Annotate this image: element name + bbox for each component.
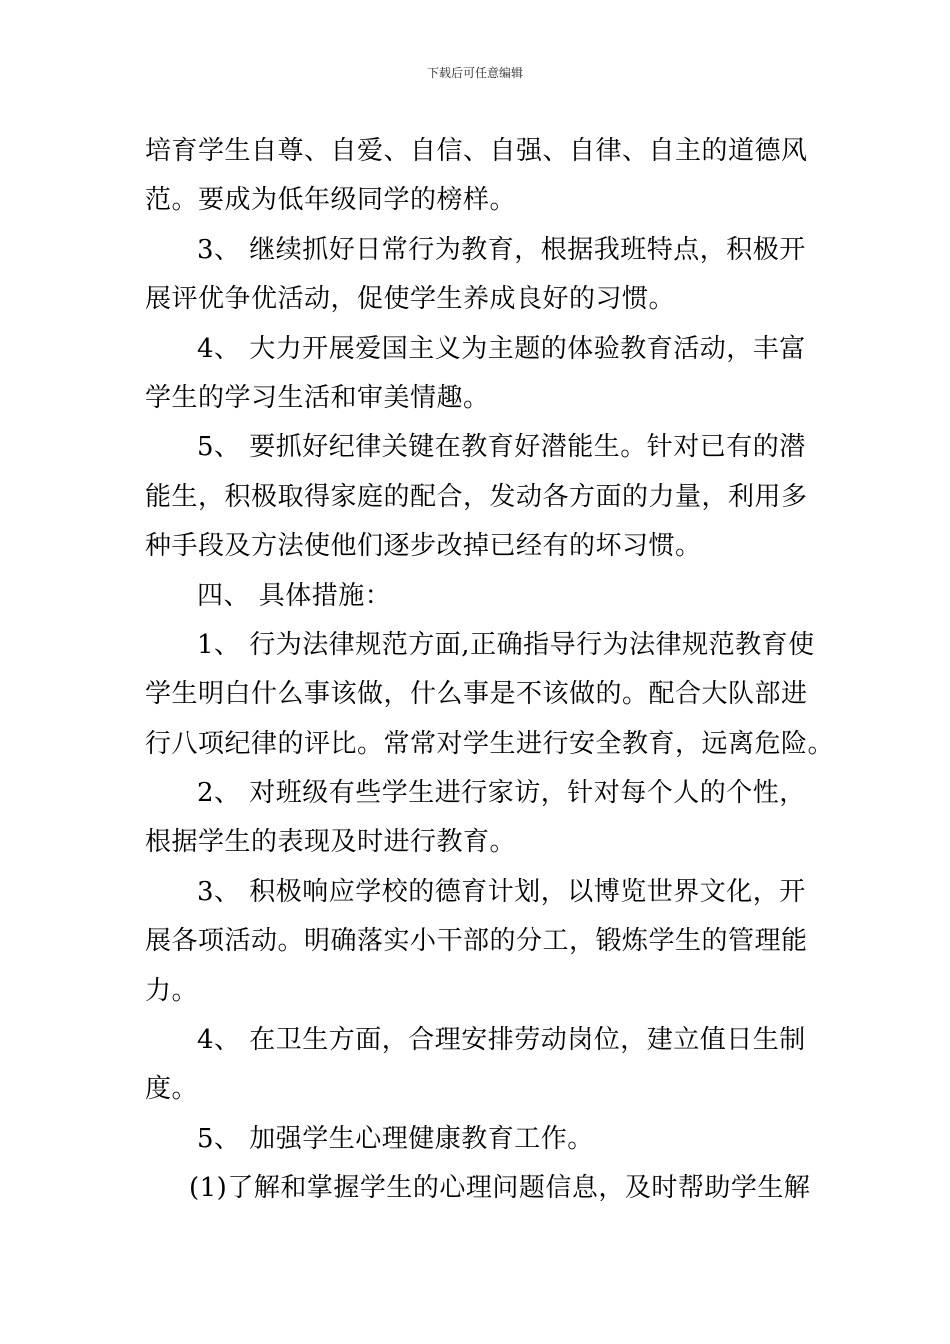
document-body: [145, 127, 835, 1214]
text-line: 3、 积极响应学校的德育计划，以博览世界文化，开: [197, 876, 806, 907]
text-line: 度。: [145, 1074, 199, 1105]
text-line: 范。要成为低年级同学的榜样。: [145, 185, 517, 216]
text-line: (1)了解和掌握学生的心理问题信息，及时帮助学生解: [189, 1173, 811, 1204]
text-line: 根据学生的表现及时进行教育。: [145, 827, 517, 858]
page-header: 下载后可任意编辑: [426, 66, 523, 80]
text-line: 力。: [145, 975, 199, 1006]
text-line: 4、 在卫生方面，合理安排劳动岗位，建立值日生制: [197, 1025, 806, 1056]
section-heading: 四、 具体措施：: [197, 580, 392, 611]
text-line: 学生明白什么事该做，什么事是不该做的。配合大队部进: [145, 679, 808, 710]
text-line: 学生的学习生活和审美情趣。: [145, 382, 490, 413]
text-line: 行八项纪律的评比。常常对学生进行安全教育，远离危险。: [145, 728, 835, 759]
text-line: 3、 继续抓好日常行为教育，根据我班特点，积极开: [197, 234, 806, 265]
text-line: 培育学生自尊、自爱、自信、自强、自律、自主的道德风: [145, 136, 808, 166]
text-line: 展各项活动。明确落实小干部的分工，锻炼学生的管理能: [145, 926, 808, 957]
text-line: 2、 对班级有些学生进行家访，针对每个人的个性，: [197, 778, 806, 809]
text-line: 能生，积极取得家庭的配合，发动各方面的力量，利用多: [145, 481, 808, 512]
text-line: 5、 加强学生心理健康教育工作。: [197, 1123, 594, 1154]
text-line: 1、 行为法律规范方面,正确指导行为法律规范教育使: [197, 629, 815, 660]
text-line: 种手段及方法使他们逐步改掉已经有的坏习惯。: [145, 531, 702, 562]
text-line: 5、 要抓好纪律关键在教育好潜能生。针对已有的潜: [197, 432, 806, 463]
text-line: 展评优争优活动，促使学生养成良好的习惯。: [145, 284, 676, 315]
text-line: 4、 大力开展爱国主义为主题的体验教育活动，丰富: [197, 333, 806, 364]
